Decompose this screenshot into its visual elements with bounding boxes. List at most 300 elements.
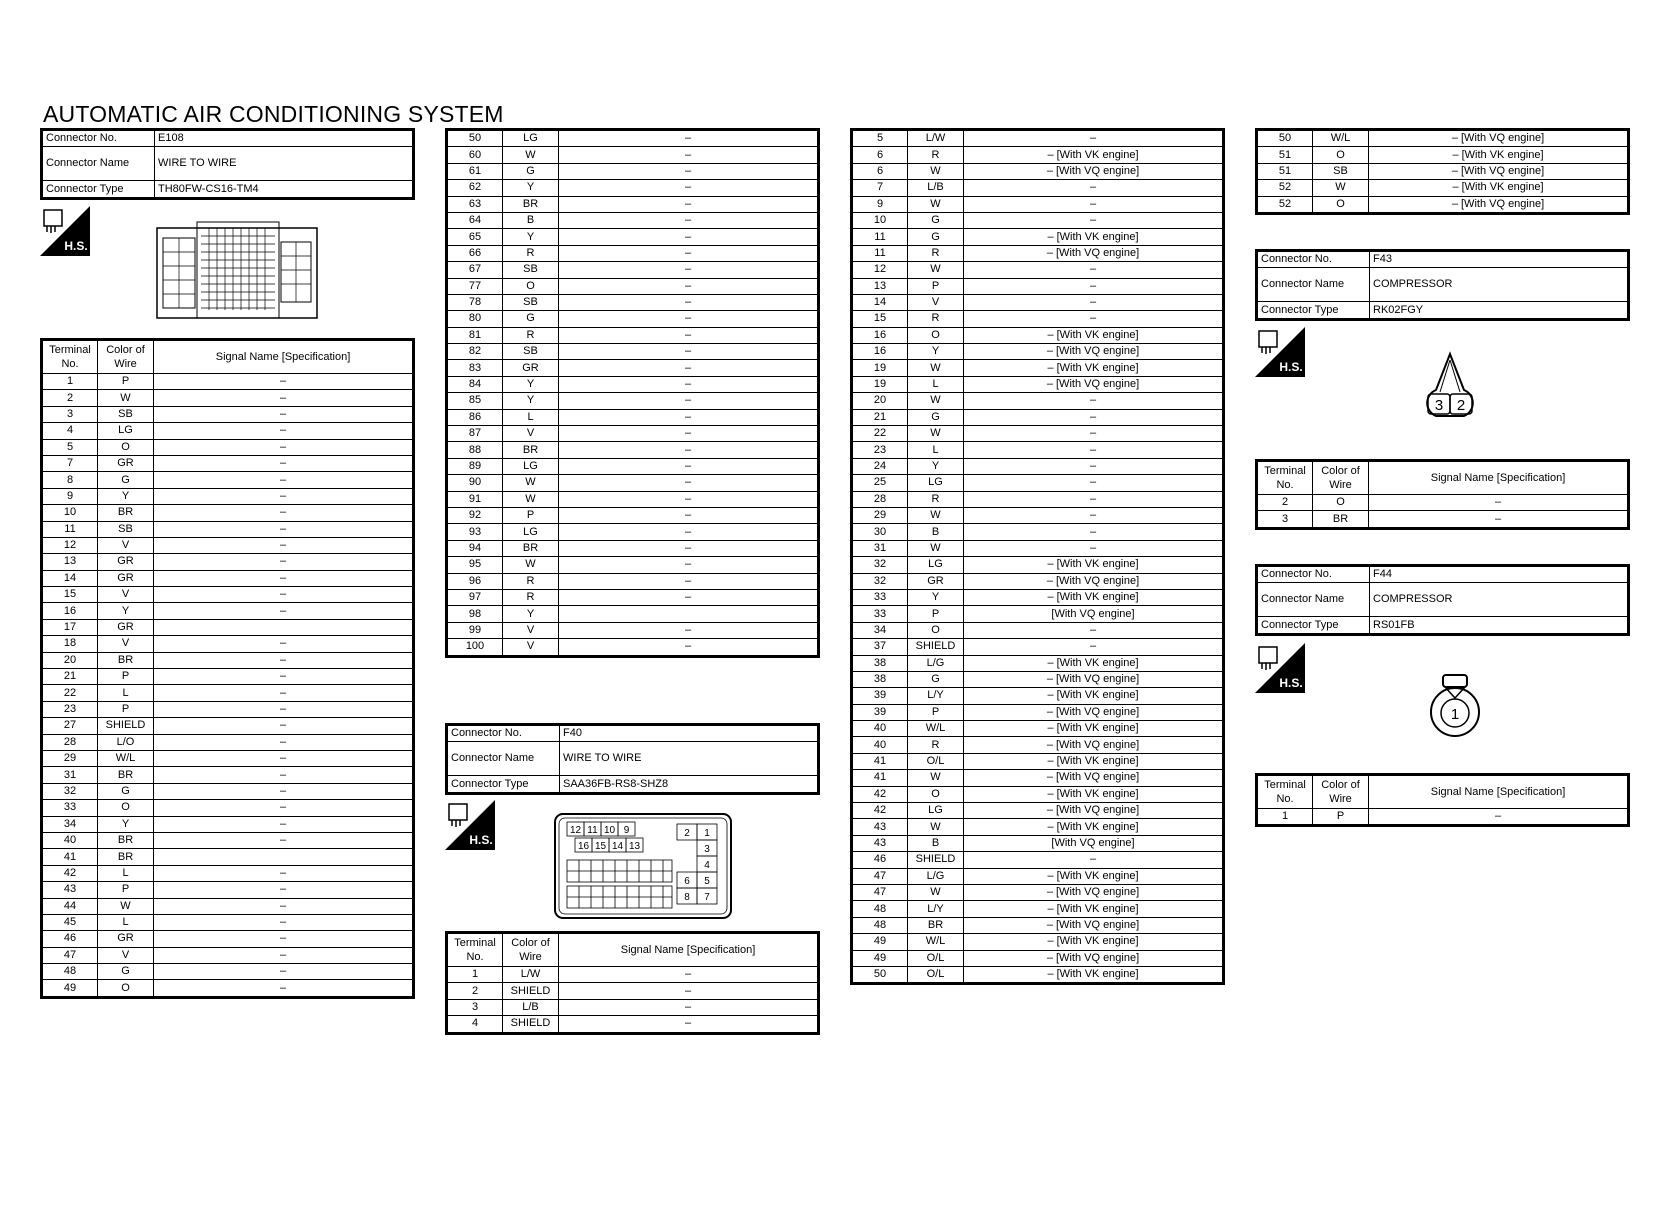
table-row [447, 999, 819, 1015]
terminal-no-cell: 31 [42, 767, 98, 783]
signal-name-cell: – [559, 262, 819, 278]
wire-color-cell: LG [503, 458, 559, 474]
terminal-rows-e108-continued [447, 130, 819, 657]
wire-color-cell: G [98, 964, 154, 980]
terminal-no-cell: 2 [1257, 495, 1313, 511]
wire-color-cell: SB [503, 344, 559, 360]
table-row [447, 180, 819, 196]
connector-info-f43 [1255, 249, 1630, 321]
f40-pin: 15 [594, 841, 607, 852]
terminal-no-cell: 96 [447, 573, 503, 589]
table-row [447, 360, 819, 376]
wire-color-cell: O [908, 327, 964, 343]
signal-name-cell: – [With VK engine] [964, 688, 1224, 704]
f40-pin: 2 [684, 828, 690, 839]
wire-color-cell: R [908, 147, 964, 163]
f40-pin: 9 [623, 825, 630, 836]
terminal-no-cell: 91 [447, 491, 503, 507]
wire-color-cell: V [98, 537, 154, 553]
terminal-no-cell: 11 [852, 229, 908, 245]
wire-color-cell: LG [908, 475, 964, 491]
table-row [852, 344, 1224, 360]
terminal-no-cell: 1 [1257, 809, 1313, 826]
table-row [852, 163, 1224, 179]
table-row [42, 783, 414, 799]
signal-name-cell: – [With VQ engine] [964, 950, 1224, 966]
f40-pin: 6 [684, 876, 690, 887]
table-row [447, 229, 819, 245]
table-row [447, 557, 819, 573]
table-row [852, 819, 1224, 835]
terminal-no-cell: 30 [852, 524, 908, 540]
signal-name-cell: – [559, 360, 819, 376]
terminal-no-cell: 43 [42, 882, 98, 898]
wire-color-cell: BR [503, 540, 559, 556]
terminal-rows-f40-continued [852, 130, 1224, 984]
wire-color-cell: L [503, 409, 559, 425]
wire-color-cell: W [503, 557, 559, 573]
terminal-no-cell: 93 [447, 524, 503, 540]
table-row [447, 475, 819, 491]
wire-color-cell: R [503, 589, 559, 605]
connector-name-value: COMPRESSOR [1370, 583, 1629, 617]
table-row [42, 439, 414, 455]
signal-name-cell: – [With VQ engine] [964, 376, 1224, 392]
wire-color-cell: W [503, 491, 559, 507]
terminal-no-cell: 95 [447, 557, 503, 573]
terminal-no-cell: 49 [852, 934, 908, 950]
table-row [42, 882, 414, 898]
table-row [852, 950, 1224, 966]
wire-color-cell: LG [908, 803, 964, 819]
wire-color-cell: O [1313, 147, 1369, 163]
hs-label: H.S. [64, 239, 88, 253]
connector-name-value: WIRE TO WIRE [560, 742, 819, 776]
signal-name-cell: – [With VK engine] [964, 721, 1224, 737]
wire-color-cell: R [908, 245, 964, 261]
wire-color-cell: W [908, 393, 964, 409]
table-row [1257, 130, 1629, 147]
signal-name-cell: – [With VQ engine] [964, 803, 1224, 819]
signal-name-cell: – [154, 472, 414, 488]
wire-color-cell: W [503, 475, 559, 491]
wire-color-cell: L [908, 376, 964, 392]
wire-color-cell: BR [908, 917, 964, 933]
terminal-no-cell: 44 [42, 898, 98, 914]
table-row [447, 212, 819, 228]
table-row [852, 655, 1224, 671]
table-row [42, 455, 414, 471]
terminal-no-cell: 29 [42, 750, 98, 766]
terminal-no-cell: 43 [852, 819, 908, 835]
connector-diagram-f40 [553, 812, 733, 920]
terminal-no-cell: 46 [42, 931, 98, 947]
signal-name-cell: – [559, 311, 819, 327]
terminal-no-cell: 41 [852, 770, 908, 786]
table-row [42, 488, 414, 504]
signal-name-cell: – [559, 409, 819, 425]
wire-color-cell: BR [98, 832, 154, 848]
terminal-no-cell: 32 [42, 783, 98, 799]
terminal-no-cell: 11 [42, 521, 98, 537]
hs-harness-side-icon [40, 206, 90, 256]
signal-name-cell [154, 849, 414, 865]
table-row [42, 964, 414, 980]
label-connector-name: Connector Name [42, 147, 155, 181]
wire-color-cell: Y [503, 376, 559, 392]
terminal-no-cell: 14 [852, 294, 908, 310]
signal-name-cell: – [With VK engine] [964, 360, 1224, 376]
signal-name-cell: – [559, 589, 819, 605]
signal-name-cell: – [1369, 495, 1629, 511]
wire-color-cell: V [503, 639, 559, 656]
signal-name-cell: – [154, 406, 414, 422]
table-row [42, 734, 414, 750]
wire-color-cell: BR [503, 442, 559, 458]
terminal-no-cell: 80 [447, 311, 503, 327]
signal-name-cell: – [With VQ engine] [964, 245, 1224, 261]
terminal-no-cell: 3 [42, 406, 98, 422]
terminal-no-cell: 31 [852, 540, 908, 556]
table-row [852, 360, 1224, 376]
wire-color-cell: R [503, 245, 559, 261]
signal-name-cell: – [964, 507, 1224, 523]
signal-name-cell: – [559, 376, 819, 392]
terminal-no-cell: 5 [42, 439, 98, 455]
signal-name-cell: – [154, 914, 414, 930]
signal-name-cell: – [964, 852, 1224, 868]
terminal-no-cell: 22 [852, 426, 908, 442]
signal-name-cell: – [154, 570, 414, 586]
terminal-no-cell: 10 [42, 505, 98, 521]
wire-color-cell: L [908, 442, 964, 458]
signal-name-cell: – [154, 750, 414, 766]
table-row [852, 475, 1224, 491]
signal-name-cell: – [154, 800, 414, 816]
wire-color-cell: SHIELD [908, 852, 964, 868]
signal-name-cell: – [559, 999, 819, 1015]
signal-name-cell: – [559, 212, 819, 228]
table-row [852, 180, 1224, 196]
signal-name-cell: – [154, 964, 414, 980]
terminal-no-cell: 16 [42, 603, 98, 619]
terminal-no-cell: 92 [447, 507, 503, 523]
terminal-no-cell: 39 [852, 704, 908, 720]
terminal-no-cell: 25 [852, 475, 908, 491]
terminal-rows-f40 [447, 967, 819, 1034]
table-row [42, 767, 414, 783]
wire-color-cell: Y [908, 458, 964, 474]
signal-name-cell: – [154, 374, 414, 390]
wire-color-cell: P [98, 701, 154, 717]
signal-name-cell: – [559, 245, 819, 261]
signal-name-cell: – [154, 455, 414, 471]
table-row [852, 737, 1224, 753]
f40-pin: 4 [704, 860, 710, 871]
signal-name-cell: – [964, 458, 1224, 474]
wire-color-cell: G [908, 229, 964, 245]
terminal-no-cell: 48 [42, 964, 98, 980]
terminal-no-cell: 85 [447, 393, 503, 409]
signal-name-cell: – [154, 537, 414, 553]
signal-name-cell: – [With VQ engine] [964, 737, 1224, 753]
wire-color-cell: R [908, 311, 964, 327]
wire-color-cell: O/L [908, 966, 964, 983]
signal-name-cell [559, 606, 819, 622]
table-row [852, 426, 1224, 442]
table-row [42, 537, 414, 553]
terminal-table-e108 [40, 338, 415, 999]
table-row [852, 376, 1224, 392]
wire-color-cell: Y [98, 816, 154, 832]
signal-name-cell: – [559, 458, 819, 474]
terminal-no-cell: 47 [852, 884, 908, 900]
signal-name-cell: – [With VK engine] [964, 655, 1224, 671]
wire-color-cell: W [908, 196, 964, 212]
table-row [852, 852, 1224, 868]
signal-name-cell: – [964, 130, 1224, 147]
signal-name-cell: – [With VK engine] [964, 868, 1224, 884]
table-row [42, 947, 414, 963]
terminal-table-f40-end [1255, 128, 1630, 215]
label-connector-no: Connector No. [447, 725, 560, 742]
wire-color-cell: SB [98, 521, 154, 537]
signal-name-cell: – [964, 475, 1224, 491]
wire-color-cell: O [98, 800, 154, 816]
signal-name-cell: – [559, 163, 819, 179]
terminal-no-cell: 33 [852, 606, 908, 622]
terminal-no-cell: 52 [1257, 180, 1313, 196]
terminal-no-cell: 42 [852, 786, 908, 802]
signal-name-cell: – [With VK engine] [964, 557, 1224, 573]
signal-name-cell: – [154, 439, 414, 455]
table-row [42, 636, 414, 652]
signal-name-cell: – [964, 426, 1224, 442]
f40-pin: 8 [684, 892, 690, 903]
terminal-no-cell: 20 [852, 393, 908, 409]
signal-name-cell: – [154, 816, 414, 832]
connector-no-value: F44 [1370, 566, 1629, 583]
signal-name-cell: – [559, 524, 819, 540]
table-row [42, 685, 414, 701]
terminal-no-cell: 41 [852, 753, 908, 769]
signal-name-cell: – [With VK engine] [964, 934, 1224, 950]
terminal-no-cell: 38 [852, 671, 908, 687]
wire-color-cell: LG [503, 524, 559, 540]
table-row [852, 262, 1224, 278]
wire-color-cell: P [98, 669, 154, 685]
signal-name-cell: – [154, 701, 414, 717]
table-row [852, 835, 1224, 851]
connector-type-value: RK02FGY [1370, 302, 1629, 319]
wire-color-cell: L [98, 914, 154, 930]
terminal-no-cell: 40 [852, 737, 908, 753]
table-row [42, 603, 414, 619]
table-row [1257, 147, 1629, 163]
signal-name-cell: – [964, 180, 1224, 196]
terminal-no-cell: 89 [447, 458, 503, 474]
table-row [852, 688, 1224, 704]
wire-color-cell: O [98, 439, 154, 455]
table-row [447, 491, 819, 507]
connector-type-value: RS01FB [1370, 617, 1629, 634]
signal-name-cell: – [With VQ engine] [964, 704, 1224, 720]
terminal-table-f43 [1255, 459, 1630, 530]
terminal-rows-e108 [42, 374, 414, 998]
header-color-of-wire: Color of Wire [1313, 775, 1369, 809]
table-row [852, 803, 1224, 819]
wire-color-cell: SB [503, 294, 559, 310]
signal-name-cell: – [559, 229, 819, 245]
table-row [852, 245, 1224, 261]
label-connector-type: Connector Type [1257, 617, 1370, 634]
table-row [852, 966, 1224, 983]
table-row [852, 212, 1224, 228]
wire-color-cell: L/O [98, 734, 154, 750]
table-row [447, 622, 819, 638]
terminal-no-cell: 20 [42, 652, 98, 668]
wire-color-cell: W/L [98, 750, 154, 766]
terminal-no-cell: 78 [447, 294, 503, 310]
f40-pin: 16 [577, 841, 590, 852]
terminal-no-cell: 18 [42, 636, 98, 652]
table-row [852, 491, 1224, 507]
table-row [1257, 511, 1629, 528]
table-row [852, 524, 1224, 540]
table-row [447, 639, 819, 656]
terminal-table-e108-continued [445, 128, 820, 658]
signal-name-cell: – [With VK engine] [964, 327, 1224, 343]
terminal-no-cell: 45 [42, 914, 98, 930]
terminal-table-f44 [1255, 773, 1630, 827]
signal-name-cell: – [964, 524, 1224, 540]
wire-color-cell: W/L [908, 934, 964, 950]
wire-color-cell: W [98, 898, 154, 914]
table-row [852, 786, 1224, 802]
signal-name-cell: – [With VQ engine] [964, 573, 1224, 589]
wire-color-cell: W [908, 507, 964, 523]
wire-color-cell: SHIELD [503, 1016, 559, 1033]
wire-color-cell: O/L [908, 950, 964, 966]
signal-name-cell: – [154, 685, 414, 701]
table-row [42, 931, 414, 947]
terminal-no-cell: 42 [42, 865, 98, 881]
terminal-no-cell: 46 [852, 852, 908, 868]
terminal-no-cell: 88 [447, 442, 503, 458]
wire-color-cell: R [908, 737, 964, 753]
terminal-no-cell: 7 [852, 180, 908, 196]
terminal-rows-f43 [1257, 495, 1629, 529]
table-row [852, 311, 1224, 327]
wire-color-cell: W [908, 426, 964, 442]
terminal-rows-f40-end [1257, 130, 1629, 214]
table-row [42, 980, 414, 997]
table-row [42, 849, 414, 865]
table-row [447, 967, 819, 983]
wire-color-cell: O [98, 980, 154, 997]
wire-color-cell: SHIELD [98, 718, 154, 734]
header-signal-name: Signal Name [Specification] [154, 340, 414, 374]
terminal-no-cell: 21 [42, 669, 98, 685]
signal-name-cell: – [964, 622, 1224, 638]
signal-name-cell: – [1369, 809, 1629, 826]
table-row [1257, 809, 1629, 826]
f43-pin: 2 [1456, 397, 1466, 414]
f40-pin: 5 [704, 876, 710, 887]
f40-pin: 13 [628, 841, 641, 852]
terminal-no-cell: 83 [447, 360, 503, 376]
label-connector-no: Connector No. [1257, 566, 1370, 583]
wire-color-cell: LG [503, 130, 559, 147]
signal-name-cell: – [964, 393, 1224, 409]
signal-name-cell: – [154, 832, 414, 848]
signal-name-cell: [With VQ engine] [964, 835, 1224, 851]
terminal-no-cell: 1 [447, 967, 503, 983]
wire-color-cell: V [908, 294, 964, 310]
terminal-no-cell: 50 [852, 966, 908, 983]
wire-color-cell: P [908, 278, 964, 294]
table-row [852, 770, 1224, 786]
connector-type-value: TH80FW-CS16-TM4 [155, 181, 414, 198]
terminal-no-cell: 50 [447, 130, 503, 147]
signal-name-cell: – [154, 488, 414, 504]
table-row [852, 721, 1224, 737]
terminal-no-cell: 28 [42, 734, 98, 750]
wire-color-cell: G [908, 671, 964, 687]
terminal-no-cell: 12 [852, 262, 908, 278]
terminal-no-cell: 3 [447, 999, 503, 1015]
terminal-no-cell: 90 [447, 475, 503, 491]
terminal-no-cell: 4 [447, 1016, 503, 1033]
terminal-no-cell: 32 [852, 573, 908, 589]
wire-color-cell: BR [98, 849, 154, 865]
table-row [447, 130, 819, 147]
wire-color-cell: GR [98, 931, 154, 947]
signal-name-cell: – [154, 603, 414, 619]
terminal-no-cell: 38 [852, 655, 908, 671]
table-row [852, 442, 1224, 458]
table-row [852, 589, 1224, 605]
signal-name-cell: – [559, 426, 819, 442]
wire-color-cell: O [503, 278, 559, 294]
wire-color-cell: V [503, 426, 559, 442]
table-row [42, 587, 414, 603]
wire-color-cell: GR [98, 554, 154, 570]
wire-color-cell: SB [98, 406, 154, 422]
table-row [42, 472, 414, 488]
signal-name-cell: – [154, 652, 414, 668]
table-row [42, 750, 414, 766]
table-row [42, 390, 414, 406]
table-row [852, 147, 1224, 163]
terminal-no-cell: 28 [852, 491, 908, 507]
wire-color-cell: G [503, 163, 559, 179]
f40-pin: 12 [569, 825, 582, 836]
terminal-no-cell: 82 [447, 344, 503, 360]
signal-name-cell: – [154, 931, 414, 947]
terminal-no-cell: 48 [852, 917, 908, 933]
table-row [852, 868, 1224, 884]
signal-name-cell [154, 619, 414, 635]
terminal-no-cell: 34 [42, 816, 98, 832]
table-row [447, 278, 819, 294]
wire-color-cell: SHIELD [503, 983, 559, 999]
wire-color-cell: G [908, 409, 964, 425]
terminal-no-cell: 49 [852, 950, 908, 966]
table-row [42, 865, 414, 881]
table-row [42, 652, 414, 668]
terminal-no-cell: 97 [447, 589, 503, 605]
